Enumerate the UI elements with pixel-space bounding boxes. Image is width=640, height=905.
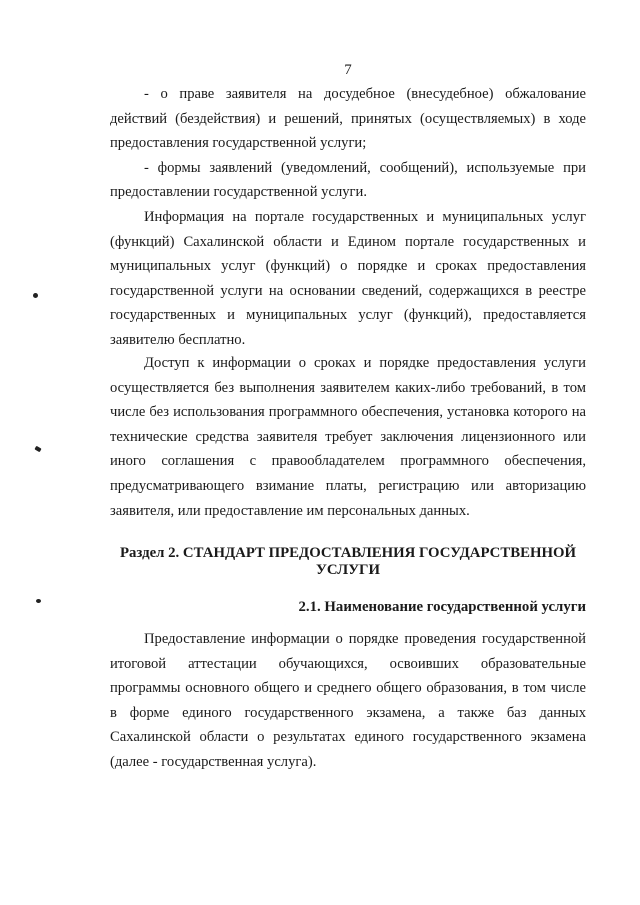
section-heading: Раздел 2. СТАНДАРТ ПРЕДОСТАВЛЕНИЯ ГОСУДАРСТВЕННОЙ УСЛУГИ (119, 545, 577, 578)
access-info-text: Доступ к информации о сроках и порядке предоставления услуги осуществляется без выполнения заявителем каких-либо требований, в том числе без использования программного обеспечения, установка которого на технические средства заявителя требует заключения лицензионного или иного соглашения с правообладателем программного обеспечения, предусматривающего взимание платы, регистрацию или авторизацию заявителя, или предоставление им персональных данных. (110, 355, 586, 519)
portal-info-text: Информация на портале государственных и муниципальных услуг (функций) Сахалинской области и Едином портале государственных и муниципальных услуг (функций) о порядке и сроках предоставления государственной услуги на основании сведений, содержащихся в реестре государственных и муниципальных услуг (функций), предоставляется заявителю бесплатно. (110, 209, 586, 348)
scan-dot-mark (34, 446, 41, 452)
subsection-heading: 2.1. Наименование государственной услуги (298, 599, 586, 615)
list-item-application-forms: - формы заявлений (уведомлений, сообщений), используемые при предоставлении государственной услуги. (110, 159, 586, 201)
notification-list (110, 82, 586, 205)
portal-info-paragraph (110, 205, 586, 353)
scan-dot-mark (33, 293, 38, 298)
service-name-paragraph (110, 627, 586, 775)
access-info-paragraph (110, 351, 586, 523)
service-name-text: Предоставление информации о порядке проведения государственной итоговой аттестации обучающихся, освоивших образовательные программы основного общего и среднего общего образования, в том числе в форме единого государственного экзамена, а также баз данных Сахалинской области о результатах единого государственного экзамена (далее - государственная услуга). (110, 631, 586, 770)
page-number: 7 (344, 62, 352, 78)
scan-dot-mark (36, 599, 41, 603)
list-item-appeal-rights: - о праве заявителя на досудебное (внесудебное) обжалование действий (бездействия) и решений, принятых (осуществляемых) в ходе предоставления государственной услуги; (110, 86, 586, 152)
